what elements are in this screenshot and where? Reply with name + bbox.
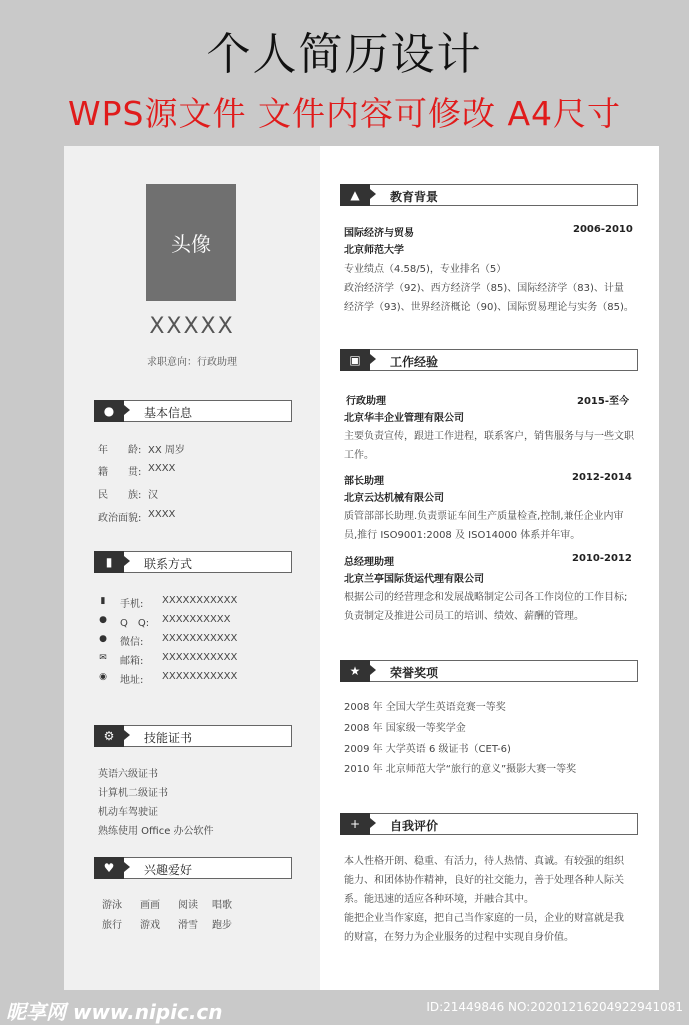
education-line: 专业绩点（4.58/5)，专业排名（5） [344,264,507,275]
self-eval-line: 的财富，在努力为企业服务的过程中实现自身价值。 [344,932,574,943]
basic-label: 政治面貌: [98,513,142,524]
skill-item: 机动车驾驶证 [98,807,158,818]
graduation-cap-icon: ▲ [340,184,370,206]
trophy-icon: ★ [340,660,370,682]
hobby-item: 画画 [140,900,160,911]
skills-heading: 技能证书 [144,731,193,745]
self-eval-header [340,813,638,835]
hobby-item: 唱歌 [212,900,232,911]
hobbies-heading: 兴趣爱好 [144,863,193,877]
work-heading: 工作经验 [390,355,439,369]
contact-label: 手机: [120,599,144,610]
location-icon: ◉ [99,672,107,682]
watermark-id: ID:21449846 NO:20201216204922941081 [426,1000,683,1014]
job-company: 北京兰亭国际货运代理有限公司 [344,574,484,585]
job-title: 行政助理 [346,396,386,407]
qq-icon: ● [99,615,107,625]
wechat-icon: ● [99,634,107,644]
education-line: 经济学（93)、世界经济概论（90)、国际贸易理论与实务（85)。 [344,302,634,313]
watermark-logo: 昵享网 www.nipic.cn [6,1000,223,1024]
candidate-name: XXXXX [149,314,235,339]
job-title: 总经理助理 [344,557,394,568]
contact-label: 地址: [120,675,144,686]
add-user-icon: + [340,813,370,835]
award-item: 2008 年 全国大学生英语竞赛一等奖 [344,702,506,713]
hobby-item: 滑雪 [178,920,198,931]
contact-value: XXXXXXXXXXX [162,671,238,682]
person-icon: ● [94,400,124,422]
job-line: 员,推行 ISO9001:2008 及 ISO14000 体系并年审。 [344,530,581,541]
job-period: 2015-至今 [577,396,629,407]
job-company: 北京华丰企业管理有限公司 [344,413,464,424]
basic-label: 民 族: [98,490,142,501]
work-header [340,349,638,371]
basic-info-header [94,400,292,422]
job-title: 部长助理 [344,476,384,487]
mail-icon: ✉ [99,653,107,663]
self-eval-heading: 自我评价 [390,819,439,833]
basic-value: XXXX [148,463,176,474]
hobby-item: 游泳 [102,900,122,911]
basic-value: XX 周岁 [148,445,185,456]
basic-label: 年 龄: [98,445,142,456]
job-line: 工作。 [344,450,374,461]
avatar-label: 头像 [171,232,211,256]
job-intent: 求职意向：行政助理 [147,357,237,368]
awards-heading: 荣誉奖项 [390,666,439,680]
basic-label: 籍 贯: [98,467,142,478]
job-line: 主要负责宣传，跟进工作进程，联系客户，销售服务与与一些文职 [344,431,634,442]
self-eval-line: 系。能迅速的适应各种环境，并融合其中。 [344,894,534,905]
banner-title: 个人简历设计 [206,29,483,80]
contact-value: XXXXXXXXXXX [162,595,238,606]
basic-value: 汉 [148,490,158,501]
contact-label: Q Q: [120,618,150,629]
job-company: 北京云达机械有限公司 [344,493,444,504]
avatar [146,184,236,301]
education-period: 2006-2010 [573,224,633,235]
heart-icon: ♥ [94,857,124,879]
job-period: 2012-2014 [572,472,632,483]
contact-heading: 联系方式 [144,557,193,571]
self-eval-line: 能把企业当作家庭，把自己当作家庭的一员，企业的财富就是我 [344,913,624,924]
contact-header [94,551,292,573]
contact-value: XXXXXXXXXXX [162,652,238,663]
award-item: 2010 年 北京师范大学“旅行的意义”摄影大赛一等奖 [344,764,577,775]
job-line: 质管部部长助理.负责票证车间生产质量检查,控制,兼任企业内审 [344,511,624,522]
hobby-item: 跑步 [212,920,232,931]
education-header [340,184,638,206]
awards-header [340,660,638,682]
award-item: 2009 年 大学英语 6 级证书（CET-6) [344,744,511,755]
skill-item: 英语六级证书 [98,769,158,780]
job-line: 负责制定及推进公司员工的培训、绩效、薪酬的管理。 [344,611,584,622]
left-column [64,146,320,990]
self-eval-line: 本人性格开朗、稳重、有活力，待人热情、真诚。有较强的组织 [344,856,624,867]
education-heading: 教育背景 [390,190,439,204]
hobby-item: 游戏 [140,920,160,931]
self-eval-line: 能力、和团体协作精神，良好的社交能力，善于处理各种人际关 [344,875,624,886]
contact-value: XXXXXXXXXXX [162,633,238,644]
job-line: 根据公司的经营理念和发展战略制定公司各工作岗位的工作目标; [344,592,628,603]
education-major: 国际经济与贸易 [344,228,414,239]
basic-info-heading: 基本信息 [144,406,193,420]
basic-value: XXXX [148,509,176,520]
skill-item: 计算机二级证书 [98,788,168,799]
contact-label: 邮箱: [120,656,144,667]
hobby-item: 阅读 [178,900,198,911]
banner-subtitle: WPS源文件 文件内容可修改 A4尺寸 [67,94,622,133]
skills-header [94,725,292,747]
phone-icon: ▮ [100,596,106,606]
skill-item: 熟练使用 Office 办公软件 [98,826,214,837]
contact-value: XXXXXXXXXX [162,614,231,625]
resume-sheet [64,146,659,990]
job-period: 2010-2012 [572,553,632,564]
education-school: 北京师范大学 [344,245,404,256]
briefcase-icon: ▣ [340,349,370,371]
award-item: 2008 年 国家级一等奖学金 [344,723,466,734]
hobby-item: 旅行 [102,920,122,931]
hobbies-header [94,857,292,879]
gear-icon: ⚙ [94,725,124,747]
education-line: 政治经济学（92)、西方经济学（85)、国际经济学（83)、计量 [344,283,624,294]
contact-card-icon: ▮ [94,551,124,573]
contact-label: 微信: [120,637,144,648]
watermark-bar [0,994,689,1024]
